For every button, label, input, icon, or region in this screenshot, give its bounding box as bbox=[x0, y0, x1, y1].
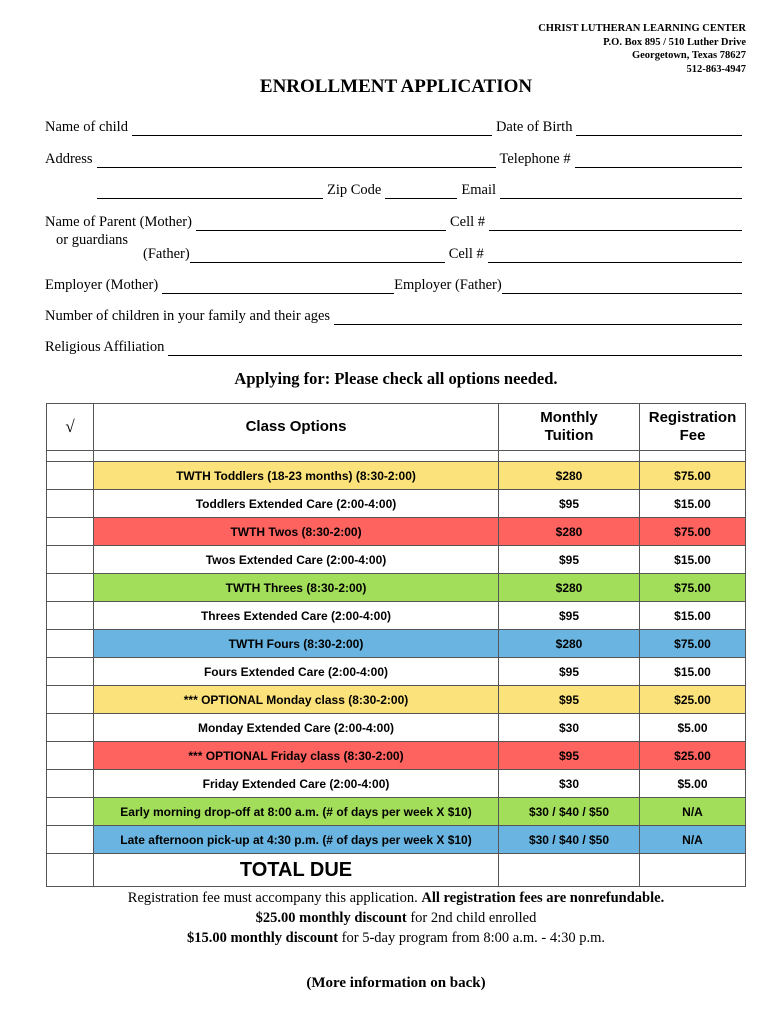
option-checkbox-cell[interactable] bbox=[47, 798, 94, 826]
spacer-cell bbox=[640, 451, 746, 462]
father-cell-field[interactable] bbox=[488, 249, 742, 263]
class-option-row bbox=[47, 574, 746, 602]
option-label: Threes Extended Care (2:00-4:00) bbox=[94, 602, 499, 630]
children-ages-field[interactable] bbox=[334, 311, 742, 325]
class-option-row bbox=[47, 742, 746, 770]
spacer-cell bbox=[499, 451, 640, 462]
class-option-row bbox=[47, 826, 746, 854]
address-label: Address bbox=[45, 151, 93, 167]
zip-code-label: Zip Code bbox=[327, 182, 382, 198]
parent-mother-label: Name of Parent (Mother) bbox=[45, 214, 192, 230]
footer-notes bbox=[0, 888, 770, 948]
class-option-row bbox=[47, 546, 746, 574]
letterhead bbox=[538, 22, 746, 76]
father-cell-label: Cell # bbox=[448, 246, 484, 262]
option-tuition: $95 bbox=[499, 686, 640, 714]
option-fee: $15.00 bbox=[640, 602, 746, 630]
option-label: Friday Extended Care (2:00-4:00) bbox=[94, 770, 499, 798]
option-checkbox-cell[interactable] bbox=[47, 574, 94, 602]
father-row bbox=[45, 243, 746, 263]
name-of-child-label: Name of child bbox=[45, 119, 128, 135]
option-checkbox-cell[interactable] bbox=[47, 742, 94, 770]
option-fee: N/A bbox=[640, 798, 746, 826]
five-day-note: for 5-day program from 8:00 a.m. - 4:30 p.m. bbox=[341, 930, 606, 946]
option-label: Late afternoon pick-up at 4:30 p.m. (# of days per week X $10) bbox=[94, 826, 499, 854]
registration-note: Registration fee must accompany this application. bbox=[127, 890, 418, 906]
option-checkbox-cell[interactable] bbox=[47, 770, 94, 798]
religious-label: Religious Affiliation bbox=[45, 339, 165, 355]
children-ages-label: Number of children in your family and their ages bbox=[45, 308, 331, 324]
org-city: Georgetown, Texas 78627 bbox=[631, 50, 746, 61]
employer-mother-field[interactable] bbox=[162, 280, 394, 294]
mother-cell-label: Cell # bbox=[449, 214, 486, 230]
option-checkbox-cell[interactable] bbox=[47, 602, 94, 630]
option-label: TWTH Threes (8:30-2:00) bbox=[94, 574, 499, 602]
employer-father-label: Employer (Father) bbox=[394, 277, 502, 293]
option-checkbox-cell[interactable] bbox=[47, 714, 94, 742]
or-guardians-label: or guardians bbox=[56, 232, 129, 248]
option-tuition: $95 bbox=[499, 490, 640, 518]
city-state-field[interactable] bbox=[97, 185, 323, 199]
name-of-child-field[interactable] bbox=[132, 122, 492, 136]
option-fee: $75.00 bbox=[640, 574, 746, 602]
spacer-cell bbox=[94, 451, 499, 462]
table-spacer-row bbox=[47, 451, 746, 462]
class-option-row bbox=[47, 658, 746, 686]
option-tuition: $30 / $40 / $50 bbox=[499, 826, 640, 854]
option-tuition: $95 bbox=[499, 546, 640, 574]
option-label: TWTH Twos (8:30-2:00) bbox=[94, 518, 499, 546]
email-field[interactable] bbox=[500, 185, 742, 199]
date-of-birth-field[interactable] bbox=[576, 122, 742, 136]
city-zip-email-row bbox=[45, 179, 746, 199]
applying-for-heading: Applying for: Please check all options needed. bbox=[234, 369, 558, 388]
date-of-birth-label: Date of Birth bbox=[495, 119, 573, 135]
child-name-row bbox=[45, 116, 746, 136]
option-label: Early morning drop-off at 8:00 a.m. (# of days per week X $10) bbox=[94, 798, 499, 826]
class-option-row bbox=[47, 490, 746, 518]
option-label: *** OPTIONAL Monday class (8:30-2:00) bbox=[94, 686, 499, 714]
class-option-row bbox=[47, 798, 746, 826]
class-option-row bbox=[47, 630, 746, 658]
option-tuition: $95 bbox=[499, 742, 640, 770]
option-checkbox-cell[interactable] bbox=[47, 546, 94, 574]
address-row bbox=[45, 148, 746, 168]
option-label: Monday Extended Care (2:00-4:00) bbox=[94, 714, 499, 742]
option-checkbox-cell[interactable] bbox=[47, 462, 94, 490]
option-fee: $5.00 bbox=[640, 714, 746, 742]
address-field[interactable] bbox=[97, 154, 496, 168]
option-fee: N/A bbox=[640, 826, 746, 854]
five-day-discount: $15.00 monthly discount bbox=[186, 930, 339, 946]
option-fee: $75.00 bbox=[640, 630, 746, 658]
option-label: Twos Extended Care (2:00-4:00) bbox=[94, 546, 499, 574]
option-fee: $25.00 bbox=[640, 742, 746, 770]
org-name: CHRIST LUTHERAN LEARNING CENTER bbox=[538, 23, 746, 34]
option-tuition: $30 bbox=[499, 714, 640, 742]
father-field[interactable] bbox=[190, 249, 445, 263]
total-fee-cell[interactable] bbox=[640, 854, 746, 887]
page-title: ENROLLMENT APPLICATION bbox=[259, 76, 533, 97]
footer-line-1 bbox=[0, 888, 770, 908]
employer-row bbox=[45, 274, 746, 294]
monthly-label: Monthly bbox=[540, 409, 598, 426]
option-tuition: $280 bbox=[499, 630, 640, 658]
option-fee: $75.00 bbox=[640, 462, 746, 490]
religious-field[interactable] bbox=[168, 342, 742, 356]
class-option-row bbox=[47, 518, 746, 546]
telephone-field[interactable] bbox=[575, 154, 742, 168]
option-checkbox-cell[interactable] bbox=[47, 518, 94, 546]
option-checkbox-cell[interactable] bbox=[47, 630, 94, 658]
check-column-header: √ bbox=[47, 404, 94, 451]
option-tuition: $30 / $40 / $50 bbox=[499, 798, 640, 826]
zip-code-field[interactable] bbox=[385, 185, 457, 199]
option-checkbox-cell[interactable] bbox=[47, 658, 94, 686]
option-fee: $15.00 bbox=[640, 546, 746, 574]
class-option-row bbox=[47, 602, 746, 630]
option-fee: $15.00 bbox=[640, 490, 746, 518]
registration-label: Registration bbox=[648, 409, 737, 426]
father-label: (Father) bbox=[143, 246, 190, 262]
option-label: Toddlers Extended Care (2:00-4:00) bbox=[94, 490, 499, 518]
tuition-label: Tuition bbox=[544, 427, 594, 444]
class-option-row bbox=[47, 714, 746, 742]
option-checkbox-cell[interactable] bbox=[47, 826, 94, 854]
option-fee: $15.00 bbox=[640, 658, 746, 686]
class-options-table bbox=[46, 403, 746, 887]
option-tuition: $280 bbox=[499, 574, 640, 602]
option-label: TWTH Fours (8:30-2:00) bbox=[94, 630, 499, 658]
total-due-label: TOTAL DUE bbox=[94, 854, 499, 887]
telephone-label: Telephone # bbox=[499, 151, 571, 167]
monthly-tuition-header bbox=[499, 404, 640, 451]
class-option-row bbox=[47, 770, 746, 798]
second-child-discount: $25.00 monthly discount bbox=[255, 910, 407, 926]
parent-mother-field[interactable] bbox=[196, 217, 446, 231]
option-label: *** OPTIONAL Friday class (8:30-2:00) bbox=[94, 742, 499, 770]
org-address: P.O. Box 895 / 510 Luther Drive bbox=[603, 36, 746, 48]
mother-cell-field[interactable] bbox=[489, 217, 742, 231]
registration-fee-header bbox=[640, 404, 746, 451]
second-child-note: for 2nd child enrolled bbox=[410, 910, 537, 926]
children-row bbox=[45, 305, 746, 325]
religion-row bbox=[45, 336, 746, 356]
option-tuition: $95 bbox=[499, 658, 640, 686]
option-tuition: $95 bbox=[499, 602, 640, 630]
option-checkbox-cell[interactable] bbox=[47, 490, 94, 518]
option-tuition: $30 bbox=[499, 770, 640, 798]
employer-father-field[interactable] bbox=[502, 280, 742, 294]
total-due-row bbox=[47, 854, 746, 887]
class-options-header: Class Options bbox=[94, 404, 499, 451]
total-tuition-cell[interactable] bbox=[499, 854, 640, 887]
fee-label: Fee bbox=[679, 427, 706, 444]
email-label: Email bbox=[461, 182, 497, 198]
total-check-cell bbox=[47, 854, 94, 887]
option-fee: $75.00 bbox=[640, 518, 746, 546]
spacer-cell bbox=[47, 451, 94, 462]
org-phone: 512-863-4947 bbox=[686, 63, 746, 75]
option-label: Fours Extended Care (2:00-4:00) bbox=[94, 658, 499, 686]
footer-line-3 bbox=[0, 928, 770, 948]
table-header-row bbox=[47, 404, 746, 451]
option-checkbox-cell[interactable] bbox=[47, 686, 94, 714]
option-fee: $25.00 bbox=[640, 686, 746, 714]
class-option-row bbox=[47, 686, 746, 714]
option-tuition: $280 bbox=[499, 518, 640, 546]
nonrefundable-note: All registration fees are nonrefundable. bbox=[421, 890, 665, 906]
option-fee: $5.00 bbox=[640, 770, 746, 798]
mother-row bbox=[45, 211, 746, 231]
employer-mother-label: Employer (Mother) bbox=[45, 277, 159, 293]
option-label: TWTH Toddlers (18-23 months) (8:30-2:00) bbox=[94, 462, 499, 490]
class-option-row bbox=[47, 462, 746, 490]
option-tuition: $280 bbox=[499, 462, 640, 490]
footer-line-2 bbox=[0, 908, 770, 928]
more-info-note: (More information on back) bbox=[306, 975, 486, 991]
